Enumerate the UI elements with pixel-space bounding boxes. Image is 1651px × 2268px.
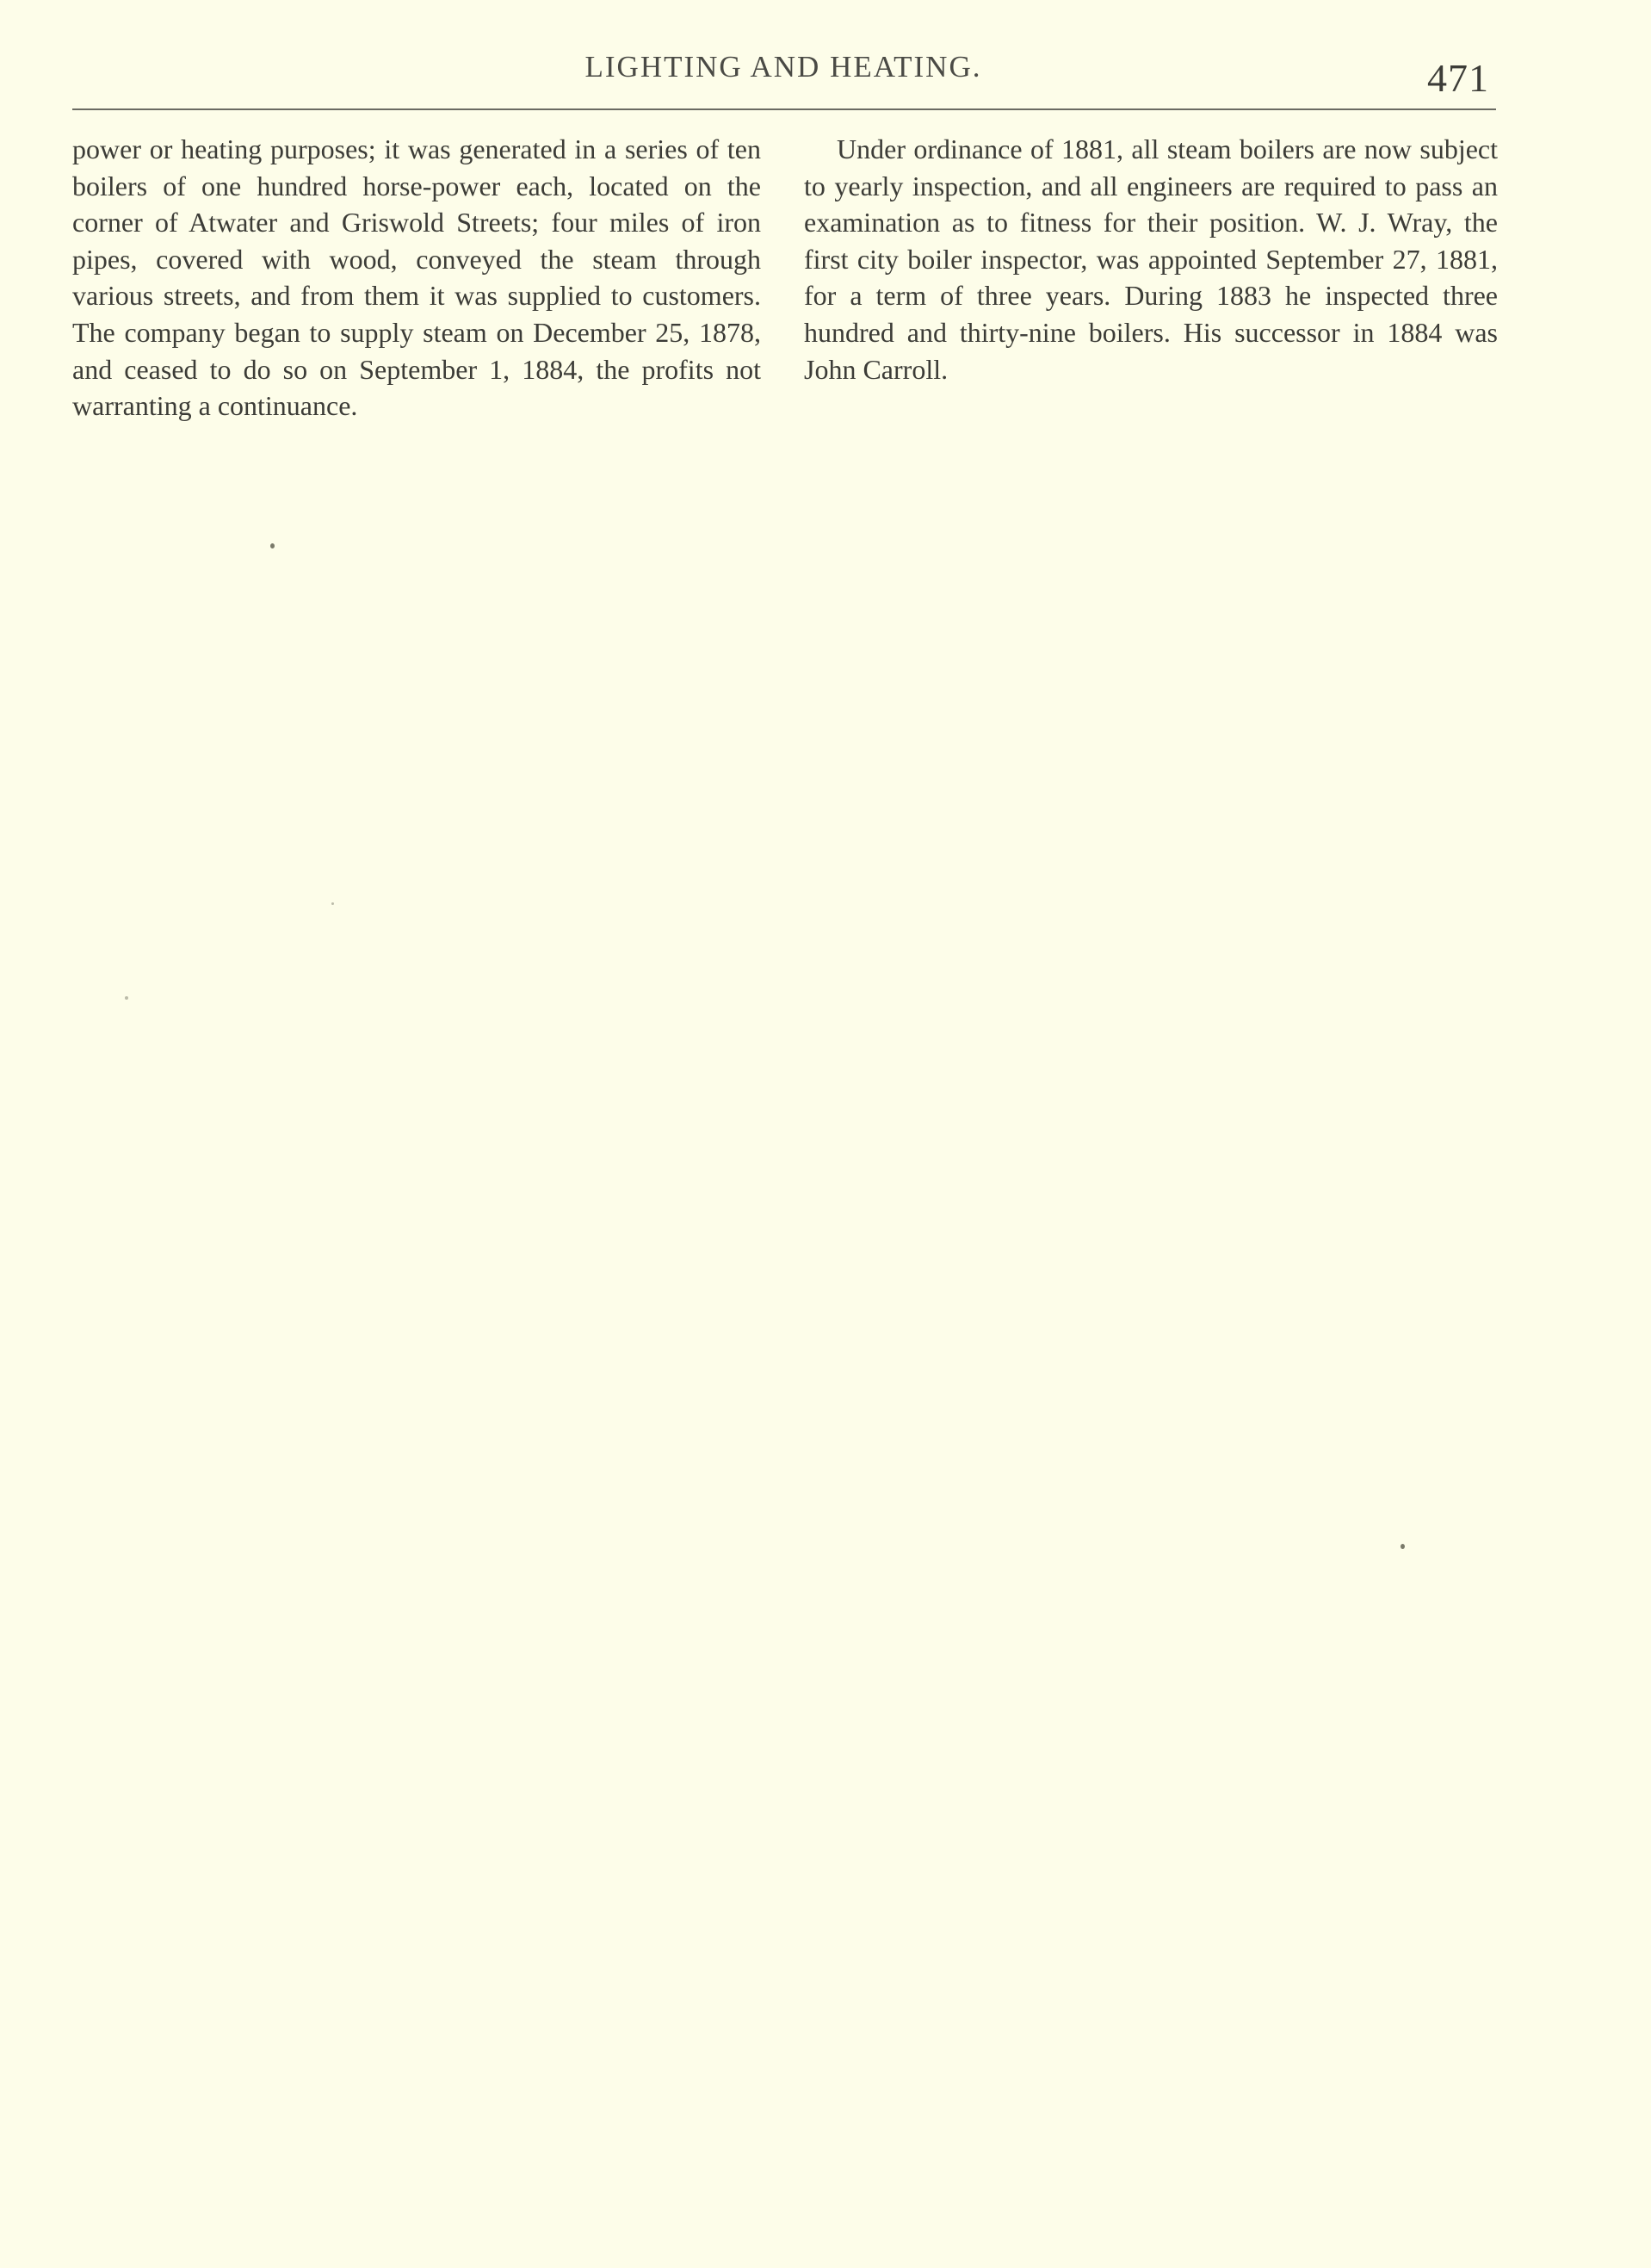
header-rule [72, 108, 1496, 110]
running-title: LIGHTING AND HEATING. [584, 50, 982, 84]
scan-speck [331, 902, 334, 905]
right-column-paragraph: Under ordinance of 1881, all steam boilers are now subject to yearly inspection, and all engineers are required to pass an examination as to fitness for their position. W. J. Wray, the first city boiler inspector, was appointed September 27, 1881, for a term of three years. During 1883 he inspected three hundred and thirty-nine boilers. His successor in 1884 was John Carroll. [804, 133, 1498, 385]
scan-speck [125, 996, 128, 1000]
left-column [72, 131, 761, 424]
left-column-paragraph: power or heating purposes; it was generated in a series of ten boilers of one hundred horse-power each, located on the corner of Atwater and Griswold Streets; four miles of iron pipes, covered with wood, conveyed the steam through various streets, and from them it was supplied to customers. The company began to supply steam on December 25, 1878, and ceased to do so on September 1, 1884, the profits not warranting a continuance. [72, 133, 761, 422]
scan-speck [270, 543, 275, 548]
right-column [804, 131, 1498, 387]
scan-speck [1401, 1544, 1405, 1549]
page-number: 471 [1427, 56, 1489, 100]
